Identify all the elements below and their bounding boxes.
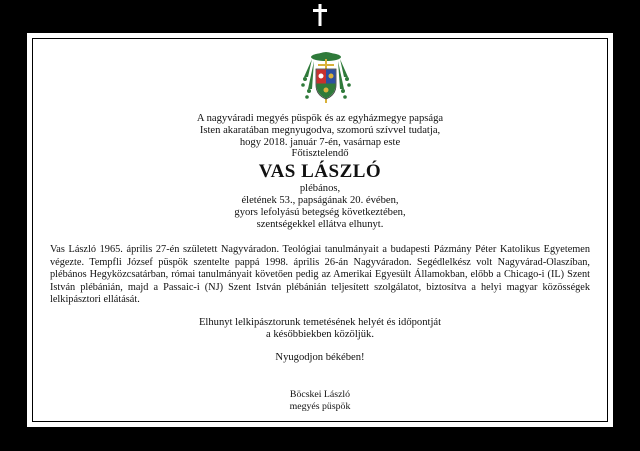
obituary-inner-border <box>32 38 608 422</box>
header-line: hogy 2018. január 7-én, vasárnap este <box>239 136 401 148</box>
obituary-frame <box>27 33 613 427</box>
deceased-name: VAS LÁSZLÓ <box>258 161 382 183</box>
biography-paragraph: Vas László 1965. április 27-én született Nagyváradon. Teológiai tanulmányait a budapesti Pázmány Péter Katolikus Egyetemen végezte. Tempfli József püspök szentelte pappá 1998. április 26-án Nagyváradon. Segédlelkész volt Nagyvárad-Olaszíban, plébános Hegyközcsatárban, római tanulmányait követően pedig az Amerikai Egyesült Államokban, előbb a Chicago-i (IL) Szent István plébánián, majd a Passaic-i (NJ) Szent István plébánián teljesített szolgálatot, biztosítva a helyi magyar közösségek lelkipásztori ellátását. <box>50 244 590 306</box>
honorific: Főtisztelendő <box>291 148 349 160</box>
header-line: életének 53., papságának 20. évében, <box>241 194 399 206</box>
funeral-notice <box>33 317 607 341</box>
header-line: Isten akaratában megnyugodva, szomorú szívvel tudatja, <box>199 124 441 136</box>
rest-text: Nyugodjon békében! <box>275 352 365 363</box>
funeral-line: a későbbiekben közöljük. <box>266 328 374 340</box>
header-line: szentségekkel ellátva elhunyt. <box>256 218 384 230</box>
header-line: A nagyváradi megyés püspök és az egyházmegye papsága <box>196 113 444 124</box>
signer-title: megyés püspök <box>289 400 351 412</box>
announcement-header <box>33 113 607 230</box>
coat-of-arms-icon <box>300 49 352 107</box>
header-line: gyors lefolyású betegség következtében, <box>234 206 406 218</box>
signer-name: Böcskei László <box>289 389 351 400</box>
funeral-line: Elhunyt lelkipásztorunk temetésének helyét és időpontját <box>198 317 442 328</box>
rest-in-peace <box>33 352 607 364</box>
signature-block <box>33 389 607 412</box>
cross-icon <box>311 4 329 26</box>
header-line: plébános, <box>299 183 341 195</box>
